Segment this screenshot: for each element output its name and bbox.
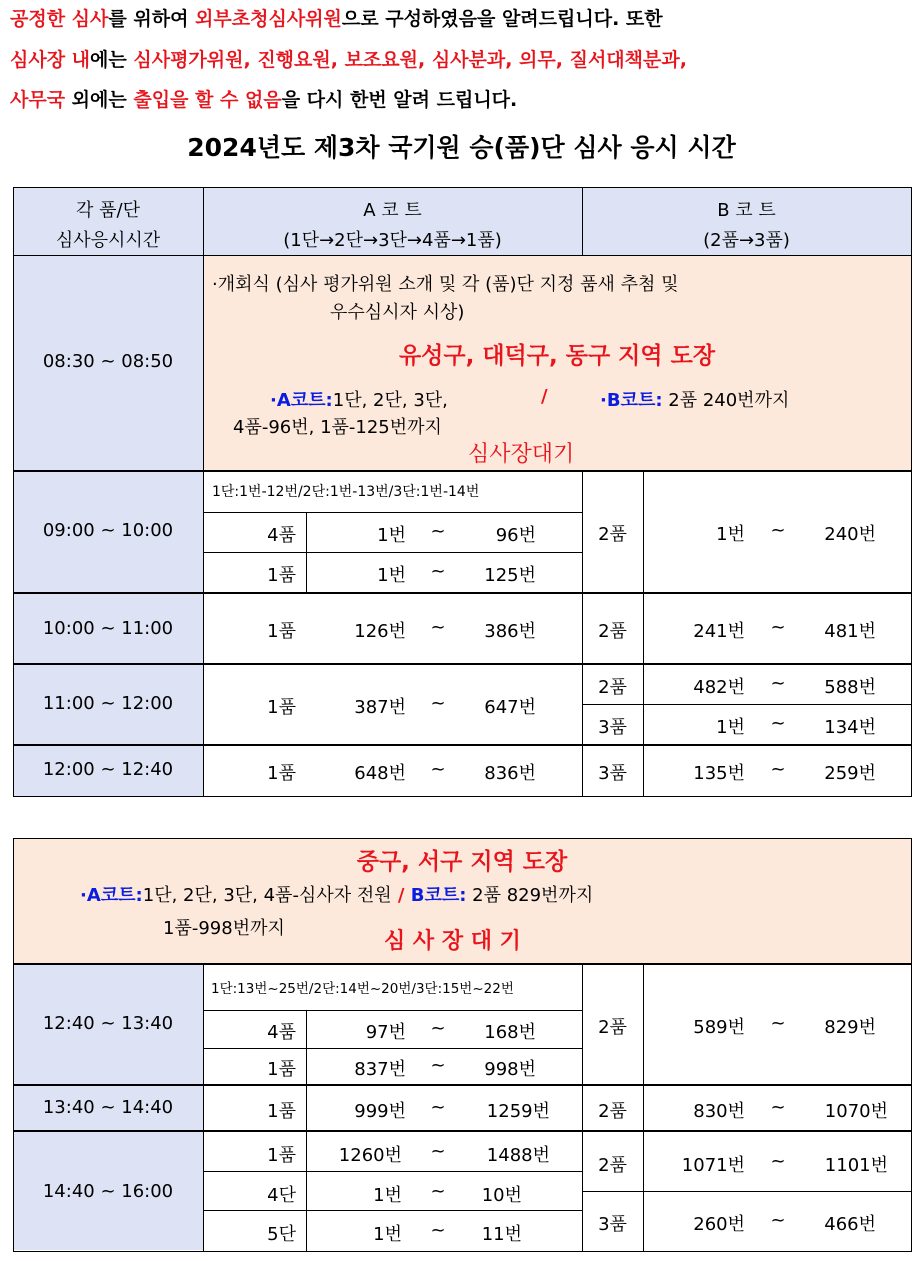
b-range-tilde: ~ [770,1097,786,1118]
b-range-to: 134번 [824,717,876,738]
b-range-tilde: ~ [770,1210,786,1231]
poom-label: 1품 [267,1101,296,1122]
notice-line-3 [10,89,517,111]
range-from: 999번 [354,1101,406,1122]
range-from: 648번 [354,763,406,784]
range-from: 837번 [354,1059,406,1080]
time-cell: 10:00 ~ 11:00 [42,618,174,639]
row-divider [582,1191,911,1192]
range-tilde: ~ [430,1141,446,1162]
time-cell: 11:00 ~ 12:00 [42,693,174,714]
b-range-from: 1번 [716,524,745,545]
poom-label: 1품 [267,763,296,784]
range-from: 1번 [373,1224,402,1245]
court-summary [80,881,593,907]
time-cell: 09:00 ~ 10:00 [42,520,174,541]
a-court-summary [270,386,448,412]
notice-fragment: 사무국 [10,89,66,111]
b-range-to: 240번 [824,524,876,545]
b-range-to: 588번 [824,677,876,698]
a-court-label: ·A코트: [80,885,143,906]
range-tilde: ~ [430,1018,446,1039]
wait-label: 심사장대기 [468,442,575,467]
row-divider [203,1010,582,1011]
range-to: 11번 [481,1224,522,1245]
notice-fragment: 외부초청심사위원 [195,8,342,30]
row-divider [203,1210,582,1211]
b-poom-label: 3품 [598,1214,627,1235]
opening-desc-2: 우수심시자 시상) [330,302,465,323]
row-divider [13,963,911,965]
b-range-to: 829번 [824,1017,876,1038]
range-to: 836번 [484,763,536,784]
b-range-tilde: ~ [770,759,786,780]
range-to: 96번 [495,525,536,546]
row-divider [13,255,911,256]
b-range-to: 1070번 [824,1101,888,1122]
range-tilde: ~ [430,1055,446,1076]
slash-divider: / [391,885,411,906]
notice-fragment: 를 위하여 [108,8,196,30]
notice-line-2 [10,49,687,71]
b-range-tilde: ~ [770,713,786,734]
row-divider [13,1084,911,1086]
range-tilde: ~ [430,1220,446,1241]
notice-fragment: 출입을 할 수 없음 [133,89,282,111]
notice-fragment: 심사장 내 [10,49,91,71]
dan-range: 1단:13번~25번/2단:14번~20번/3단:15번~22번 [211,981,514,997]
notice-fragment: 외에는 [65,89,134,111]
poom-label: 4품 [267,525,296,546]
poom-label: 1품 [267,621,296,642]
range-from: 1번 [373,1185,402,1206]
row-divider [13,592,911,594]
b-range-from: 482번 [693,677,745,698]
b-range-from: 589번 [693,1017,745,1038]
b-court-text: 2품 240번까지 [662,390,790,411]
range-to: 10번 [481,1185,522,1206]
row-divider [582,704,911,705]
notice-line-1 [10,8,663,30]
b-range-tilde: ~ [770,673,786,694]
range-to: 386번 [484,621,536,642]
b-range-to: 466번 [824,1214,876,1235]
range-to: 998번 [484,1059,536,1080]
b-range-from: 1071번 [681,1155,745,1176]
time-cell: 12:00 ~ 12:40 [42,759,174,780]
range-tilde: ~ [430,617,446,638]
b-range-to: 259번 [824,763,876,784]
row-divider [13,663,911,665]
header-time-1: 각 품/단 [76,200,140,221]
range-tilde: ~ [430,1181,446,1202]
range-from: 97번 [365,1022,406,1043]
page-title: 2024년도 제3차 국기원 승(품)단 심사 응시 시간 [187,133,736,162]
opening-time: 08:30 ~ 08:50 [42,351,174,372]
b-court-label: B코트: [410,885,467,906]
b-range-tilde: ~ [770,1013,786,1034]
b-court-text: 2품 829번까지 [466,885,594,906]
b-poom-label: 2품 [598,1017,627,1038]
b-poom-label: 2품 [598,621,627,642]
notice-fragment: 공정한 심사 [10,8,109,30]
b-poom-label: 2품 [598,524,627,545]
b-range-from: 260번 [693,1214,745,1235]
range-to: 1488번 [486,1145,550,1166]
poom-label: 1품 [267,697,296,718]
a-court-text: 1단, 2단, 3단, 4품-심사자 전원 [142,885,392,906]
row-divider [13,1130,911,1132]
row-divider [203,1171,582,1172]
time-cell: 12:40 ~ 13:40 [42,1013,174,1034]
b-range-from: 1번 [716,717,745,738]
poom-label: 1품 [267,565,296,586]
range-from: 126번 [354,621,406,642]
a-court-text-2: 4품-96번, 1품-125번까지 [233,417,442,438]
opening-desc-1: ·개회식 (심사 평가위원 소개 및 각 (품)단 지정 품새 추첨 및 [212,274,679,295]
dan-label: 4단 [267,1185,296,1206]
header-b-order: (2품→3품) [703,230,790,251]
a-court-text: 1단, 2단, 3단, [332,390,448,411]
row-divider [13,744,911,746]
b-poom-label: 3품 [598,717,627,738]
wait-label: 심 사 장 대 기 [384,929,521,954]
b-court-summary [600,386,789,412]
notice-fragment: 으로 구성하였음을 알려드립니다. 또한 [341,8,663,30]
poom-label: 1품 [267,1145,296,1166]
b-range-from: 241번 [693,621,745,642]
row-divider [203,1048,582,1049]
header-b-court: B 코 트 [717,200,776,221]
b-range-tilde: ~ [770,1151,786,1172]
b-court-label: ·B코트: [600,390,663,411]
row-divider [203,552,582,553]
region-title: 유성구, 대덕구, 동구 지역 도장 [398,343,716,369]
range-tilde: ~ [430,521,446,542]
time-cell: 14:40 ~ 16:00 [42,1181,174,1202]
b-range-to: 1101번 [824,1155,888,1176]
region-title: 중구, 서구 지역 도장 [356,849,568,875]
range-from: 1번 [377,565,406,586]
b-poom-label: 2품 [598,677,627,698]
range-from: 1260번 [338,1145,402,1166]
range-from: 1번 [377,525,406,546]
notice-fragment: 심사평가위원, 진행요원, 보조요원, 심사분과, 의무, 질서대책분과, [133,49,687,71]
range-to: 125번 [484,565,536,586]
dan-range: 1단:1번-12번/2단:1번-13번/3단:1번-14번 [212,484,480,500]
b-poom-label: 3품 [598,763,627,784]
b-range-from: 830번 [693,1101,745,1122]
poom-label: 1품 [267,1059,296,1080]
range-from: 387번 [354,697,406,718]
header-a-order: (1단→2단→3단→4품→1품) [283,230,502,251]
a-court-label: ·A코트: [270,390,333,411]
b-range-from: 135번 [693,763,745,784]
range-to: 1259번 [486,1101,550,1122]
a-court-text-2: 1품-998번까지 [163,918,285,939]
range-to: 168번 [484,1022,536,1043]
notice-fragment: 을 다시 한번 알려 드립니다. [281,89,518,111]
row-divider [203,512,582,513]
b-poom-label: 2품 [598,1155,627,1176]
col-divider [306,1010,307,1251]
range-tilde: ~ [430,1097,446,1118]
range-tilde: ~ [430,759,446,780]
b-range-tilde: ~ [770,617,786,638]
b-poom-label: 2품 [598,1101,627,1122]
dan-label: 5단 [267,1224,296,1245]
range-to: 647번 [484,697,536,718]
range-tilde: ~ [430,561,446,582]
row-divider [13,470,911,472]
notice-fragment: 에는 [90,49,134,71]
header-a-court: A 코 트 [363,200,422,221]
b-range-to: 481번 [824,621,876,642]
slash-divider: / [541,386,548,407]
time-cell: 13:40 ~ 14:40 [42,1097,174,1118]
b-range-tilde: ~ [770,520,786,541]
header-time-2: 심사응시시간 [55,230,161,251]
range-tilde: ~ [430,693,446,714]
poom-label: 4품 [267,1022,296,1043]
